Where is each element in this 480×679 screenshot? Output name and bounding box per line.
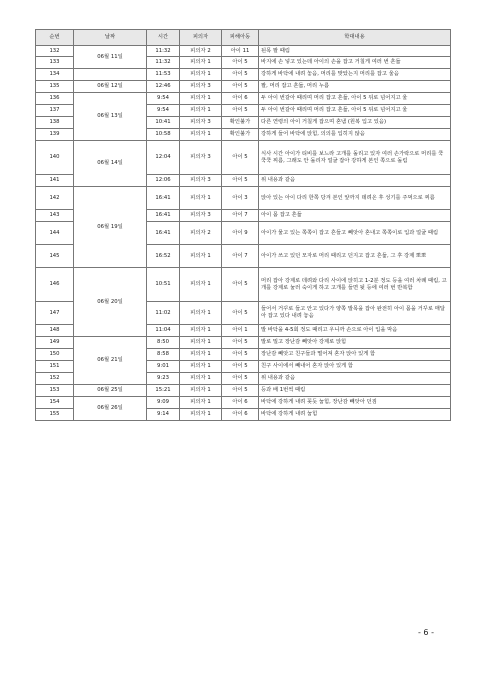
row-number: 142: [36, 187, 74, 210]
row-suspect: 피의자 1: [180, 93, 222, 105]
row-time: 9:01: [147, 361, 180, 373]
row-date: 06월 26일: [74, 397, 147, 421]
row-victim-child: 확인불가: [222, 129, 259, 141]
row-time: 16:41: [147, 222, 180, 245]
row-time: 9:54: [147, 93, 180, 105]
row-time: 9:09: [147, 397, 180, 409]
row-number: 133: [36, 57, 74, 69]
row-date: 06월 20일: [74, 268, 147, 337]
table-row: [36, 46, 451, 57]
row-number: 154: [36, 397, 74, 409]
row-time: 11:32: [147, 57, 180, 69]
row-abuse-content: 뒨목 팔 때림: [259, 46, 451, 57]
table-row: [36, 397, 451, 409]
row-number: 146: [36, 268, 74, 302]
row-suspect: 피의자 1: [180, 57, 222, 69]
row-time: 16:41: [147, 210, 180, 222]
row-time: 8:58: [147, 349, 180, 361]
row-date: 06월 12일: [74, 81, 147, 93]
row-number: 151: [36, 361, 74, 373]
row-suspect: 피의자 1: [180, 302, 222, 325]
row-number: 152: [36, 373, 74, 385]
row-abuse-content: 위 내용과 같음: [259, 373, 451, 385]
row-victim-child: 아이 11: [222, 46, 259, 57]
row-number: 134: [36, 69, 74, 81]
row-date: 06월 21일: [74, 337, 147, 385]
row-time: 10:58: [147, 129, 180, 141]
table-row: [36, 187, 451, 210]
header-abuse-content: 학대내용: [259, 30, 451, 46]
row-suspect: 피의자 1: [180, 373, 222, 385]
row-abuse-content: 강하게 들어 바닥에 앉힘, 의의를 입히지 않음: [259, 129, 451, 141]
row-number: 136: [36, 93, 74, 105]
row-suspect: 피의자 1: [180, 361, 222, 373]
row-abuse-content: 두 아이 번갈아 때리며 머리 잡고 흔듦, 아이 5 뒤로 넘어지고 울: [259, 105, 451, 117]
row-time: 12:46: [147, 81, 180, 93]
row-suspect: 피의자 1: [180, 105, 222, 117]
table-row: [36, 385, 451, 397]
row-victim-child: 아이 6: [222, 93, 259, 105]
row-time: 16:52: [147, 245, 180, 268]
row-victim-child: 아이 5: [222, 105, 259, 117]
row-victim-child: 아이 5: [222, 69, 259, 81]
header-suspect: 피의자: [180, 30, 222, 46]
row-victim-child: 아이 5: [222, 385, 259, 397]
row-abuse-content: 식사 시간 아이가 티비를 보느라 고개를 돌리고 있자 여러 손가락으로 머리를 쿡쿡쿡 찌름, 그래도 안 돌리자 얼굴 잡아 강하게 본인 쪽으로 돌림: [259, 141, 451, 175]
row-abuse-content: 바닥에 강하게 내려 눕힘: [259, 409, 451, 421]
row-suspect: 피의자 3: [180, 81, 222, 93]
row-suspect: 피의자 1: [180, 245, 222, 268]
row-abuse-content: 두 아이 번갈아 때리며 머리 잡고 흔듦, 아이 5 뒤로 넘어지고 울: [259, 93, 451, 105]
row-abuse-content: 위 내용과 같음: [259, 175, 451, 187]
row-suspect: 피의자 1: [180, 268, 222, 302]
row-number: 145: [36, 245, 74, 268]
row-suspect: 피의자 1: [180, 385, 222, 397]
row-date: 06월 25일: [74, 385, 147, 397]
row-date: [74, 69, 147, 81]
row-victim-child: 아이 5: [222, 373, 259, 385]
row-victim-child: 아이 5: [222, 337, 259, 349]
row-time: 11:53: [147, 69, 180, 81]
header-time: 시간: [147, 30, 180, 46]
row-number: 139: [36, 129, 74, 141]
row-abuse-content: 등과 배 1번씩 때림: [259, 385, 451, 397]
row-victim-child: 아이 5: [222, 361, 259, 373]
row-date: 06월 13일: [74, 93, 147, 141]
page-number: - 6 -: [418, 628, 434, 637]
row-suspect: 피의자 3: [180, 175, 222, 187]
row-suspect: 피의자 1: [180, 349, 222, 361]
row-number: 150: [36, 349, 74, 361]
row-number: 149: [36, 337, 74, 349]
document-page: [35, 29, 450, 421]
table-row: [36, 268, 451, 302]
row-victim-child: 아이 9: [222, 222, 259, 245]
row-victim-child: 아이 7: [222, 245, 259, 268]
row-number: 138: [36, 117, 74, 129]
row-number: 153: [36, 385, 74, 397]
row-time: 10:51: [147, 268, 180, 302]
row-abuse-content: 바닥에 강하게 내려 꽂듯 눕힘, 장난감 빼앗아 던짐: [259, 397, 451, 409]
row-suspect: 피의자 3: [180, 141, 222, 175]
row-abuse-content: 바지에 손 넣고 있는데 아이의 손을 잡고 거칠게 여러 번 흔듦: [259, 57, 451, 69]
row-abuse-content: 아이 몸 잡고 흔듦: [259, 210, 451, 222]
table-row: [36, 337, 451, 349]
row-victim-child: 아이 5: [222, 302, 259, 325]
header-number: 순번: [36, 30, 74, 46]
table-row: [36, 69, 451, 81]
row-abuse-content: 발 바닥을 4-5회 정도 때리고 우니까 손으로 아이 입을 막음: [259, 325, 451, 337]
row-abuse-content: 아이가 쓰고 있던 모자로 머리 때리고 던지고 잡고 흔듦, 그 후 강제 뽀뽀: [259, 245, 451, 268]
row-victim-child: 아이 5: [222, 141, 259, 175]
row-suspect: 피의자 3: [180, 117, 222, 129]
abuse-record-table: [35, 29, 451, 421]
row-time: 10:41: [147, 117, 180, 129]
header-date: 날짜: [74, 30, 147, 46]
row-date: 06월 19일: [74, 187, 147, 268]
row-suspect: 피의자 1: [180, 409, 222, 421]
row-time: 16:41: [147, 187, 180, 210]
row-victim-child: 아이 1: [222, 325, 259, 337]
row-victim-child: 아이 5: [222, 81, 259, 93]
row-number: 141: [36, 175, 74, 187]
row-suspect: 피의자 3: [180, 210, 222, 222]
row-suspect: 피의자 2: [180, 222, 222, 245]
row-suspect: 피의자 1: [180, 129, 222, 141]
row-victim-child: 아이 6: [222, 397, 259, 409]
row-suspect: 피의자 1: [180, 69, 222, 81]
row-number: 144: [36, 222, 74, 245]
row-number: 132: [36, 46, 74, 57]
row-number: 135: [36, 81, 74, 93]
row-victim-child: 아이 5: [222, 349, 259, 361]
row-time: 11:32: [147, 46, 180, 57]
row-time: 11:02: [147, 302, 180, 325]
row-victim-child: 아이 7: [222, 210, 259, 222]
row-victim-child: 아이 5: [222, 175, 259, 187]
row-suspect: 피의자 2: [180, 46, 222, 57]
row-number: 155: [36, 409, 74, 421]
row-date: 06월 14일: [74, 141, 147, 187]
row-number: 143: [36, 210, 74, 222]
row-abuse-content: 장난감 빼앗고 친구들과 떨어져 혼자 앉아 있게 함: [259, 349, 451, 361]
row-suspect: 피의자 1: [180, 325, 222, 337]
table-row: [36, 93, 451, 105]
row-number: 147: [36, 302, 74, 325]
row-abuse-content: 앉아 있는 아이 다리 한쪽 당겨 본인 앞까지 데려온 후 성기를 주먹으로 찌름: [259, 187, 451, 210]
table-header-row: [36, 30, 451, 46]
row-time: 9:14: [147, 409, 180, 421]
row-time: 9:54: [147, 105, 180, 117]
row-number: 148: [36, 325, 74, 337]
row-victim-child: 아이 5: [222, 268, 259, 302]
header-victim-child: 피해아동: [222, 30, 259, 46]
row-time: 9:23: [147, 373, 180, 385]
row-abuse-content: 강하게 바닥에 내려 놓음, 머리를 맞았는지 머리를 잡고 울음: [259, 69, 451, 81]
row-abuse-content: 친구 사이에서 빼내어 혼자 앉아 있게 함: [259, 361, 451, 373]
row-abuse-content: 발로 밀고 장난감 빼앗아 강제로 앉힘: [259, 337, 451, 349]
row-victim-child: 확인불가: [222, 117, 259, 129]
row-abuse-content: 팔, 머리 잡고 흔듦, 머리 누름: [259, 81, 451, 93]
table-row: [36, 81, 451, 93]
row-victim-child: 아이 3: [222, 187, 259, 210]
row-time: 11:04: [147, 325, 180, 337]
row-number: 137: [36, 105, 74, 117]
row-victim-child: 아이 6: [222, 409, 259, 421]
row-number: 140: [36, 141, 74, 175]
row-time: 12:04: [147, 141, 180, 175]
row-suspect: 피의자 1: [180, 187, 222, 210]
table-row: [36, 141, 451, 175]
row-suspect: 피의자 1: [180, 397, 222, 409]
row-abuse-content: 아이가 물고 있는 쪽쪽이 잡고 흔들고 빼앗아 혼내고 쪽쪽이로 입과 얼굴 때림: [259, 222, 451, 245]
row-time: 12:06: [147, 175, 180, 187]
row-abuse-content: 머리 잡아 강제로 데려와 다리 사이에 앉히고 1-2분 정도 등을 여러 차례 때림, 고개를 강제로 눌러 숙이게 하고 고개를 들면 뒷 등에 여러 번 반복함: [259, 268, 451, 302]
row-victim-child: 아이 5: [222, 57, 259, 69]
row-date: 06월 11일: [74, 46, 147, 69]
row-time: 15:21: [147, 385, 180, 397]
row-time: 8:50: [147, 337, 180, 349]
row-abuse-content: 들어서 거꾸로 들고 안고 있다가 양쪽 발목을 잡아 완전히 아이 몸을 거꾸로 매달아 잡고 있다 내려 놓음: [259, 302, 451, 325]
row-abuse-content: 다른 연령의 아이 거칠게 잡으며 혼냄 (원복 입고 있음): [259, 117, 451, 129]
row-suspect: 피의자 1: [180, 337, 222, 349]
